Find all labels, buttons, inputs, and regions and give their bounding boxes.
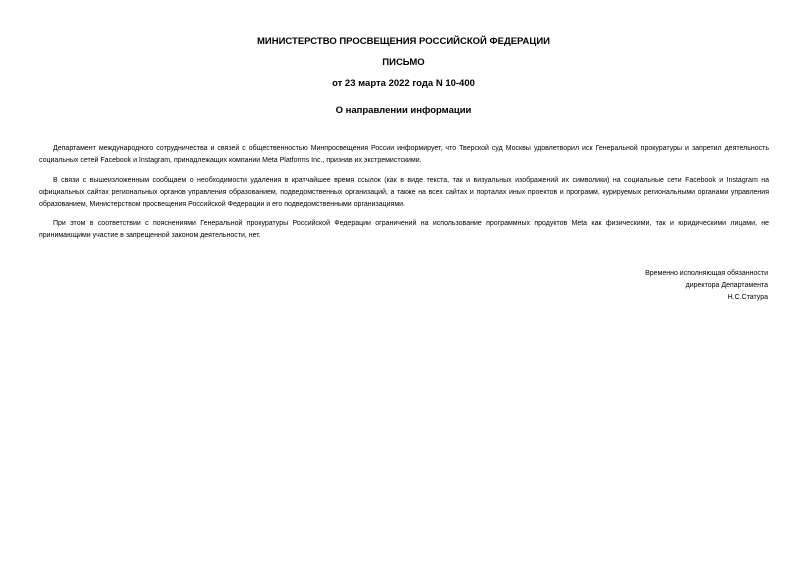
signature-department: директора Департамента: [685, 282, 768, 289]
body-paragraph-3: При этом в соответствии с пояснениями Генеральной прокуратуры Российской Федерации ограничений на использование программных продуктов Meta как физическими, так и юридическими лицами, не принимающими участие в запрещенной законом деятельности, нет.: [39, 220, 769, 239]
ministry-title: МИНИСТЕРСТВО ПРОСВЕЩЕНИЯ РОССИЙСКОЙ ФЕДЕРАЦИИ: [256, 36, 551, 47]
document-date-number: от 23 марта 2022 года N 10-400: [332, 78, 475, 89]
signature-name: Н.С.Статура: [727, 294, 768, 301]
signature-position: Временно исполняющая обязанности: [645, 270, 768, 277]
body-paragraph-2: В связи с вышеизложенным сообщаем о необходимости удаления в кратчайшее время ссылок (как в виде текста, так и визуальных изображений их символики) на социальные сети Facebook и Instagram на официальных сайтах региональных органов управления образованием, подведомственных организаций, а также на всех сайтах и порталах иных проектов и программ, курируемых региональными органами управления образованием, Министерством просвещения Российской Федерации и его подведомственными организациями.: [39, 177, 769, 208]
body-paragraph-1: Департамент международного сотрудничества и связей с общественностью Минпросвещения России информирует, что Тверской суд Москвы удовлетворил иск Генеральной прокуратуры и запретил деятельность социальных сетей Facebook и Instagram, принадлежащих компании Meta Platforms Inc., признав их экстремистскими.: [39, 145, 769, 164]
document-type: ПИСЬМО: [382, 57, 425, 68]
document-subject: О направлении информации: [335, 105, 472, 116]
signature-block: [468, 268, 768, 304]
